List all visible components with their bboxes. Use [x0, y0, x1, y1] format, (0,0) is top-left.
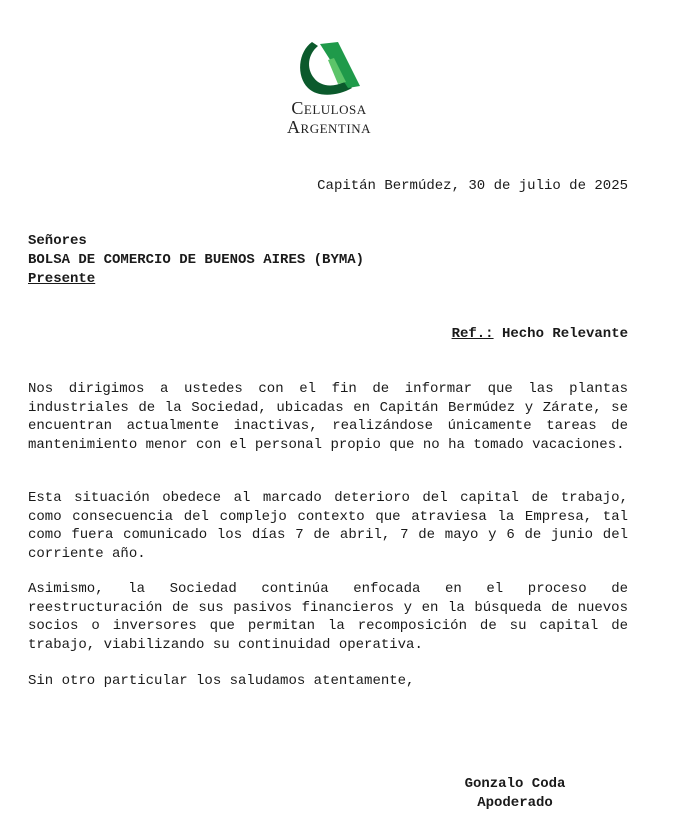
date-line: Capitán Bermúdez, 30 de julio de 2025: [317, 178, 628, 194]
company-logo: [262, 38, 396, 138]
paragraph-text: Sin otro particular los saludamos atentamente,: [28, 673, 415, 689]
recipient-block: [28, 232, 364, 289]
recipient-name: BOLSA DE COMERCIO DE BUENOS AIRES (BYMA): [28, 252, 365, 268]
recipient-presente: Presente: [28, 271, 96, 287]
reference-line: [452, 326, 628, 342]
signer-title: Apoderado: [477, 795, 553, 811]
recipient-salutation: Señores: [28, 233, 87, 249]
paragraph-text: Asimismo, la Sociedad continúa enfocada en el proceso de reestructuración de sus pasivos financieros y en la búsqueda de nuevos socios o inversores que permitan la recomposición de su capital de trabajo, viabilizando su continuidad operativa.: [28, 581, 628, 653]
signer-name: Gonzalo Coda: [464, 776, 566, 792]
body-paragraph-2: [28, 489, 628, 563]
body-paragraph-1: [28, 380, 628, 454]
celulosa-leaf-icon: [292, 38, 366, 98]
paragraph-text: Nos dirigimos a ustedes con el fin de informar que las plantas industriales de la Sociedad, ubicadas en Capitán Bermúdez y Zárate, se encuentran actualmente inactivas, realizándose únicamente tareas de mantenimiento menor con el personal propio que no ha tomado vacaciones.: [28, 381, 628, 453]
signature-block: [450, 775, 580, 813]
logo-text-line1: Celulosa: [291, 98, 367, 118]
reference-text: Hecho Relevante: [493, 326, 628, 342]
reference-label: Ref.:: [451, 326, 494, 342]
logo-text-line2: Argentina: [287, 117, 371, 137]
closing-line: [28, 672, 628, 691]
body-paragraph-3: [28, 580, 628, 654]
paragraph-text: Esta situación obedece al marcado deterioro del capital de trabajo, como consecuencia del complejo contexto que atraviesa la Empresa, tal como fuera comunicado los días 7 de abril, 7 de mayo y 6 de junio del corriente año.: [28, 490, 628, 562]
